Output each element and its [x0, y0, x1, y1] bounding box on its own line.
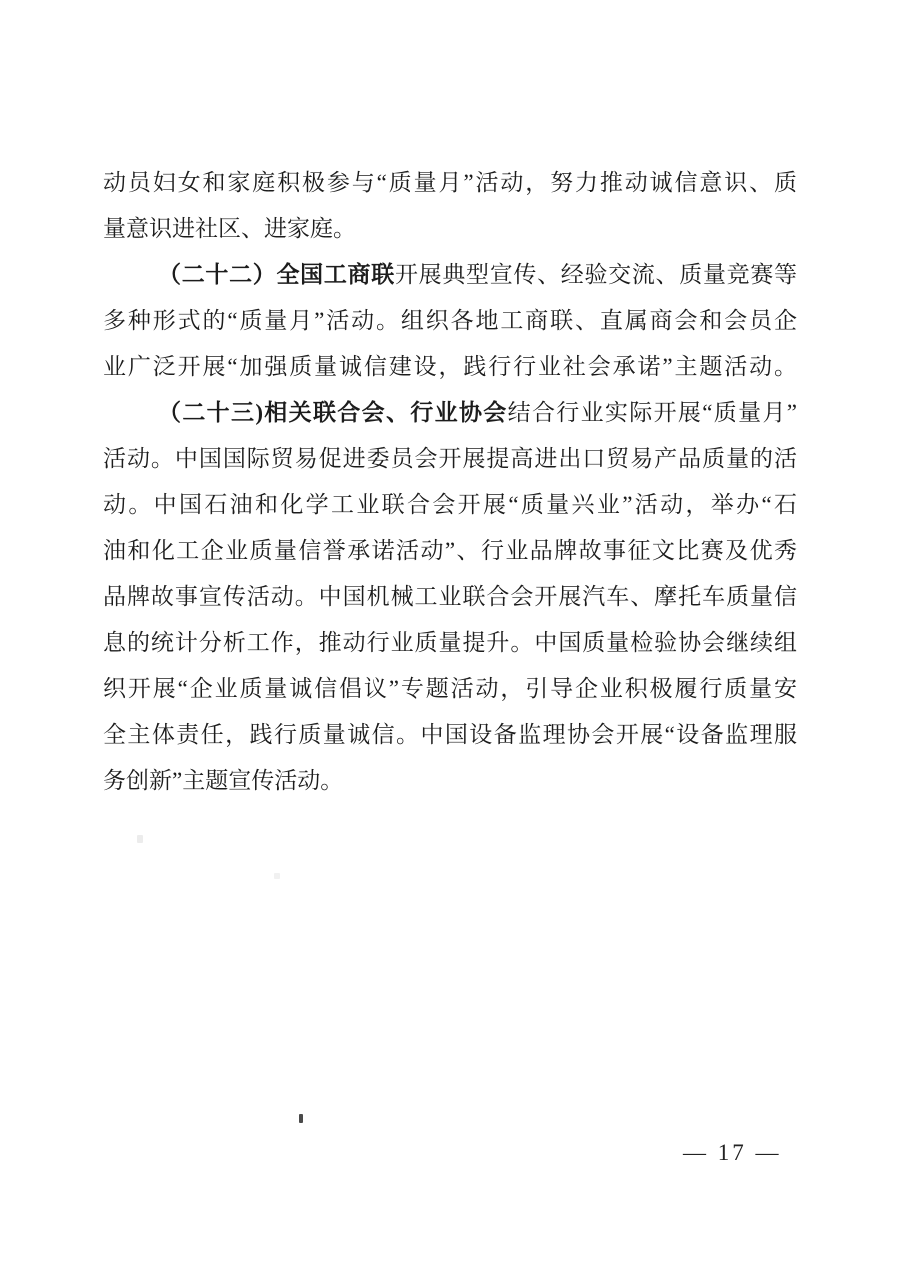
text-line — [103, 390, 797, 436]
text-line: 量意识进社区、进家庭。 — [103, 216, 356, 241]
text-line: 业广泛开展“加强质量诚信建设，践行行业社会承诺”主题活动。 — [103, 354, 797, 379]
scan-speck — [299, 1114, 303, 1123]
text-run: 开展典型宣传、经验交流、质量竞赛等 — [394, 262, 797, 287]
text-line: 息的统计分析工作，推动行业质量提升。中国质量检验协会继续组 — [103, 630, 797, 655]
document-body — [103, 160, 797, 804]
text-line: 全主体责任，践行质量诚信。中国设备监理协会开展“设备监理服 — [103, 722, 797, 747]
text-line: 油和化工企业质量信誉承诺活动”、行业品牌故事征文比赛及优秀 — [103, 538, 797, 563]
text-run: 结合行业实际开展“质量月” — [507, 400, 797, 425]
text-line: 品牌故事宣传活动。中国机械工业联合会开展汽车、摩托车质量信 — [103, 584, 797, 609]
text-line: 动。中国石油和化学工业联合会开展“质量兴业”活动，举办“石 — [103, 492, 797, 517]
section-heading-bold: （二十二）全国工商联 — [158, 262, 395, 287]
scan-speck — [274, 873, 280, 879]
paragraph-continuation — [103, 160, 797, 252]
paragraph-section-23 — [103, 390, 797, 804]
scan-speck — [137, 835, 143, 843]
text-line: 多种形式的“质量月”活动。组织各地工商联、直属商会和会员企 — [103, 308, 797, 333]
text-line: 动员妇女和家庭积极参与“质量月”活动，努力推动诚信意识、质 — [103, 170, 797, 195]
section-heading-bold: （二十三)相关联合会、行业协会 — [158, 400, 508, 425]
page-number: — 17 — — [683, 1140, 782, 1165]
paragraph-section-22 — [103, 252, 797, 390]
text-line — [103, 252, 797, 298]
text-line: 织开展“企业质量诚信倡议”专题活动，引导企业积极履行质量安 — [103, 676, 797, 701]
text-line: 活动。中国国际贸易促进委员会开展提高进出口贸易产品质量的活 — [103, 446, 797, 471]
text-line: 务创新”主题宣传活动。 — [103, 768, 344, 793]
